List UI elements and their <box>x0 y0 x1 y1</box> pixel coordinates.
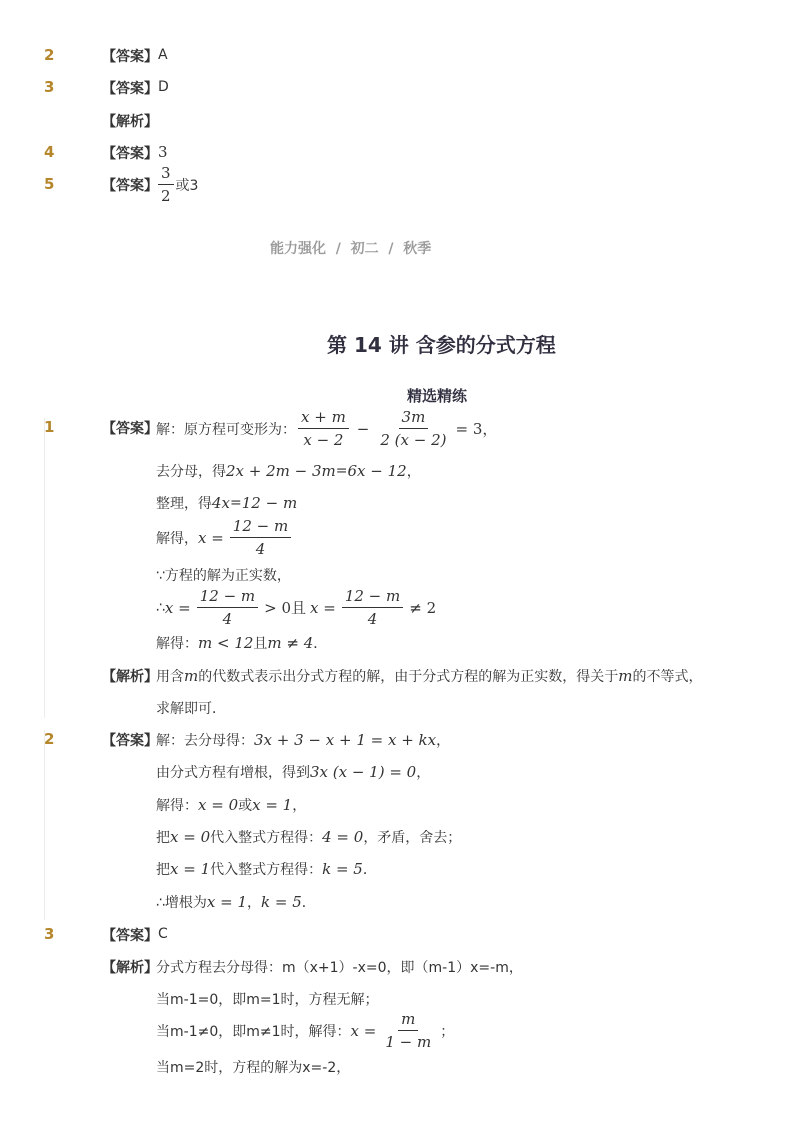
q1-line-5: ∵方程的解为正实数， <box>156 568 291 584</box>
answer-text: A <box>158 47 168 63</box>
answer-tag: 【答案】 <box>102 178 158 194</box>
q1-line-1: 解：原方程可变形为： $\frac{x + m}{x - 2}$ − $\frac{3m}{2 (x - 2)}$ = 3， <box>156 408 498 449</box>
q2-line-3: 解得： x = 0 或 x = 1 ， <box>156 796 307 814</box>
question-number-5: 5 <box>44 175 55 193</box>
question-number-4: 4 <box>44 143 55 161</box>
answer-fraction: $\frac{3}{2}$ 或3 <box>156 164 198 205</box>
answer-tag: 【答案】 <box>102 146 158 162</box>
question-divider <box>44 418 45 718</box>
answer-tag: 【答案】 <box>102 49 158 65</box>
analysis-tag: 【解析】 <box>102 669 158 685</box>
lecture-title: 第 14 讲 含参的分式方程 <box>327 333 556 357</box>
answer-tag: 【答案】 <box>102 421 158 437</box>
section-title: 精选精练 <box>407 387 468 405</box>
q1-line-4: 解得， x = $\frac{12 - m}{4}$ <box>156 517 293 558</box>
q2-line-1: 解：去分母得： 3x + 3 − x + 1 = x + kx ， <box>156 731 451 749</box>
answer-text: D <box>158 79 169 95</box>
q3-line-4: 当m=2时，方程的解为x=-2， <box>156 1060 351 1076</box>
q2-line-4: 把 x = 0 代入整式方程得： 4 = 0 ，矛盾，舍去； <box>156 828 462 846</box>
answer-tag: 【答案】 <box>102 81 158 97</box>
answer-tag: 【答案】 <box>102 928 158 944</box>
question-divider <box>44 730 45 920</box>
q2-line-2: 由分式方程有增根，得到 3x (x − 1) = 0 ， <box>156 763 431 781</box>
q2-line-6: ∴增根为 x = 1 ， k = 5 ． <box>156 893 316 911</box>
q3-line-3: 当m-1≠0，即m≠1时，解得： x = $\frac{m}{1 - m}$ ； <box>156 1010 455 1051</box>
question-number-3: 3 <box>44 78 55 96</box>
q3-line-2: 当m-1=0，即m=1时，方程无解； <box>156 992 379 1008</box>
question-number-2: 2 <box>44 46 55 64</box>
answer-text: 3 <box>158 143 168 161</box>
question-number-3: 3 <box>44 925 55 943</box>
answer-text: C <box>158 926 168 942</box>
analysis-tag: 【解析】 <box>102 114 158 130</box>
q1-analysis-1: 用含 m 的代数式表示出分式方程的解，由于分式方程的解为正实数，得关于 m 的不等式， <box>156 667 703 685</box>
analysis-tag: 【解析】 <box>102 960 158 976</box>
q1-analysis-2: 求解即可． <box>156 701 226 717</box>
question-number-2: 2 <box>44 730 55 748</box>
question-number-1: 1 <box>44 418 55 436</box>
q3-line-1: 分式方程去分母得：m（x+1）-x=0，即（m-1）x=-m， <box>156 960 523 976</box>
q2-line-5: 把 x = 1 代入整式方程得： k = 5 ． <box>156 860 377 878</box>
q1-line-3: 整理，得 4x = 12 − m <box>156 494 298 512</box>
q1-line-2: 去分母，得 2x + 2m − 3m = 6x − 12 ， <box>156 462 421 480</box>
page-footer: 能力强化 / 初二 / 秋季 <box>270 241 432 257</box>
q1-line-6: ∴ x = $\frac{12 - m}{4}$ > 0且 x = $\frac{12 - m}{4}$ ≠ 2 <box>156 587 437 628</box>
answer-tag: 【答案】 <box>102 733 158 749</box>
q1-line-7: 解得： m < 12 且 m ≠ 4 ． <box>156 634 328 652</box>
